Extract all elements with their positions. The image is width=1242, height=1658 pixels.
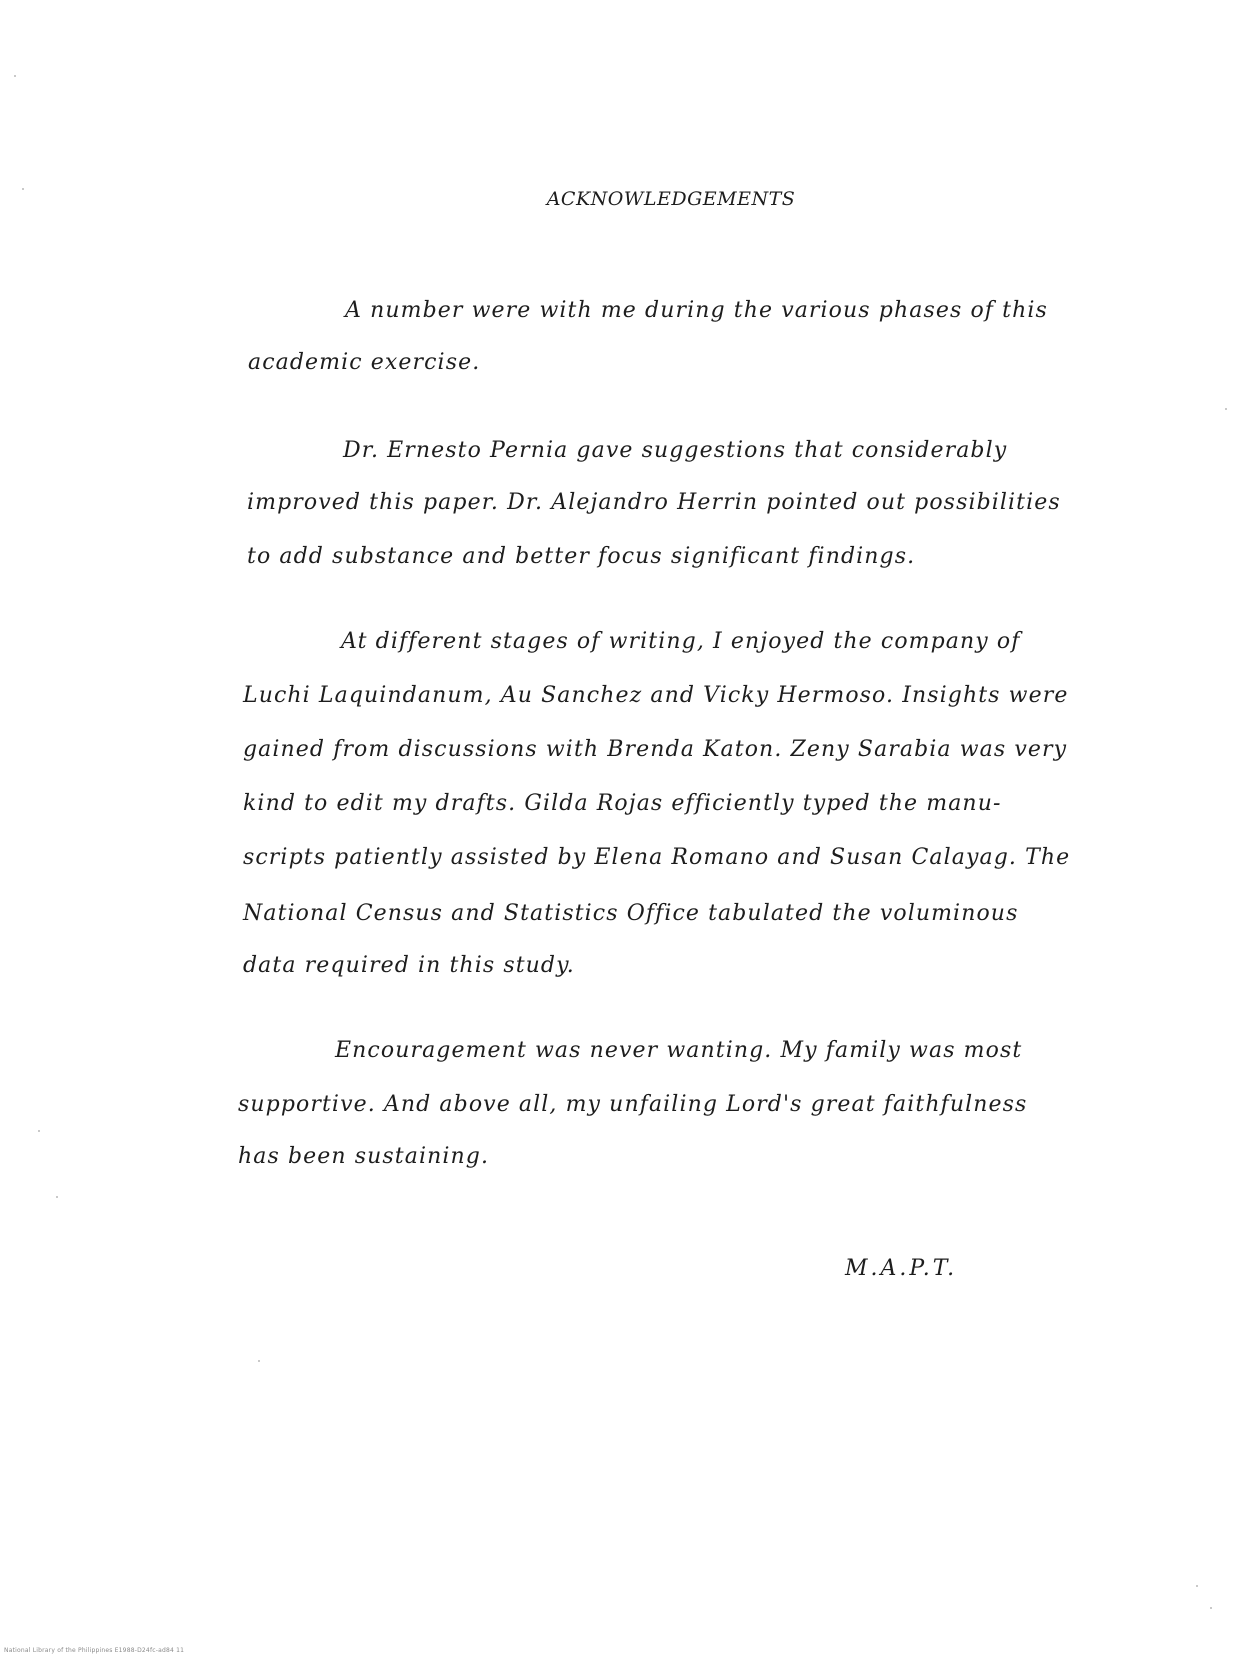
signoff-initials: M.A.P.T.: [845, 1256, 958, 1281]
text-line: gained from discussions with Brenda Katon. Zeny Sarabia was very: [243, 737, 1068, 762]
text-line: improved this paper. Dr. Alejandro Herrin pointed out possibilities: [247, 490, 1061, 515]
scan-speck: [1210, 1607, 1212, 1609]
text-line: scripts patiently assisted by Elena Romano and Susan Calayag. The: [243, 845, 1071, 870]
text-line: At different stages of writing, I enjoyed the company of: [341, 629, 1021, 654]
scan-speck: [1225, 408, 1227, 410]
text-line: kind to edit my drafts. Gilda Rojas efficiently typed the manu-: [243, 791, 1002, 816]
text-line: data required in this study.: [243, 953, 575, 978]
text-line: academic exercise.: [248, 350, 481, 375]
text-line: A number were with me during the various phases of this: [345, 298, 1048, 323]
text-line: Encouragement was never wanting. My family was most: [335, 1038, 1023, 1063]
scan-speck: [258, 1360, 260, 1362]
scan-speck: [56, 1196, 58, 1198]
text-line: Luchi Laquindanum, Au Sanchez and Vicky Hermoso. Insights were: [243, 683, 1069, 708]
scan-footer: National Library of the Philippines E1988-D24fc-ad84 11: [4, 1647, 185, 1654]
scan-speck: [38, 1130, 40, 1132]
scan-speck: [14, 75, 16, 77]
scan-speck: [22, 188, 24, 190]
scan-speck: [1196, 1585, 1198, 1587]
page-title: ACKNOWLEDGEMENTS: [546, 188, 796, 210]
text-line: to add substance and better focus significant findings.: [247, 544, 916, 569]
text-line: has been sustaining.: [238, 1144, 490, 1169]
text-line: National Census and Statistics Office tabulated the voluminous: [243, 901, 1019, 926]
text-line: Dr. Ernesto Pernia gave suggestions that considerably: [343, 438, 1008, 463]
text-line: supportive. And above all, my unfailing Lord's great faithfulness: [238, 1092, 1028, 1117]
